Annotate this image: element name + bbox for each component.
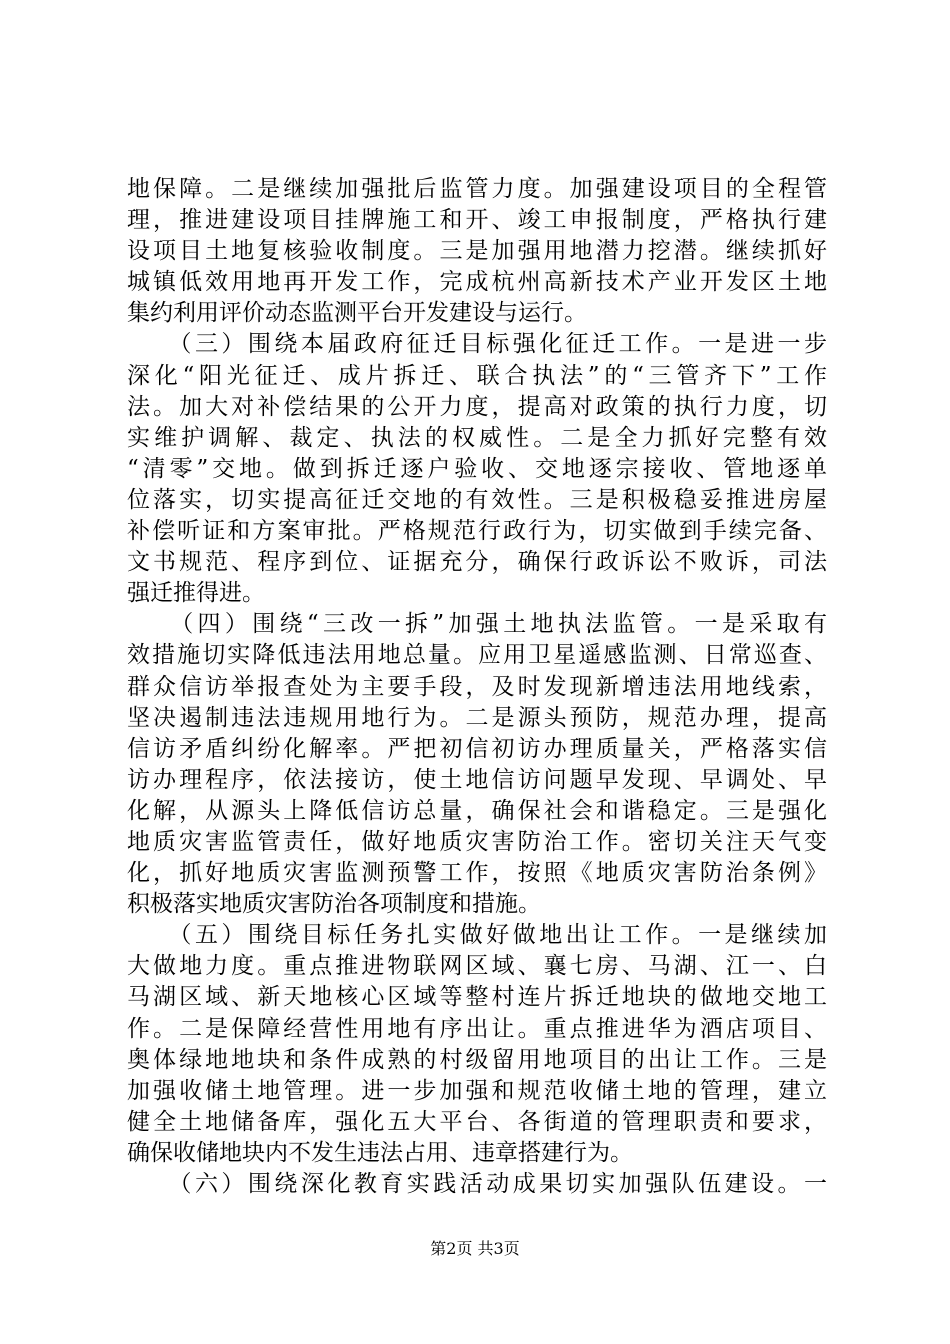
text-line: 群众信访举报查处为主要手段，及时发现新增违法用地线索， xyxy=(127,673,827,700)
text-line: 深化“阳光征迁、成片拆迁、联合执法”的“三管齐下”工作 xyxy=(127,362,827,389)
text-line: 设项目土地复核验收制度。三是加强用地潜力挖潜。继续抓好 xyxy=(127,238,827,265)
text-line: 效措施切实降低违法用地总量。应用卫星遥感监测、日常巡查、 xyxy=(127,642,827,669)
text-line: 访办理程序，依法接访，使土地信访问题早发现、早调处、早 xyxy=(127,766,827,793)
text-line: 信访矛盾纠纷化解率。严把初信初访办理质量关，严格落实信 xyxy=(127,735,827,762)
text-line: 确保收储地块内不发生违法占用、违章搭建行为。 xyxy=(127,1139,633,1166)
text-line: 补偿听证和方案审批。严格规范行政行为，切实做到手续完备、 xyxy=(127,518,827,545)
text-line: 理，推进建设项目挂牌施工和开、竣工申报制度，严格执行建 xyxy=(127,207,827,234)
text-line: 强迁推得进。 xyxy=(127,580,265,607)
text-line: 化，抓好地质灾害监测预警工作，按照《地质灾害防治条例》 xyxy=(127,860,827,887)
text-line: 奥体绿地地块和条件成熟的村级留用地项目的出让工作。三是 xyxy=(127,1046,827,1073)
text-line: “清零”交地。做到拆迁逐户验收、交地逐宗接收、管地逐单 xyxy=(127,455,827,482)
text-line: 实维护调解、裁定、执法的权威性。二是全力抓好完整有效 xyxy=(127,424,827,451)
text-line: 地质灾害监管责任，做好地质灾害防治工作。密切关注天气变 xyxy=(127,828,827,855)
text-line: 大做地力度。重点推进物联网区域、襄七房、马湖、江一、白 xyxy=(127,953,827,980)
text-line: 加强收储土地管理。进一步加强和规范收储土地的管理，建立 xyxy=(127,1077,827,1104)
body-text xyxy=(127,174,827,1200)
text-line: （五）围绕目标任务扎实做好做地出让工作。一是继续加 xyxy=(127,922,827,949)
text-line: 化解，从源头上降低信访总量，确保社会和谐稳定。三是强化 xyxy=(127,797,827,824)
text-line: 作。二是保障经营性用地有序出让。重点推进华为酒店项目、 xyxy=(127,1015,827,1042)
page-footer: 第2页 共3页 xyxy=(430,1239,520,1258)
text-line: 集约利用评价动态监测平台开发建设与运行。 xyxy=(127,300,587,327)
text-line: （三）围绕本届政府征迁目标强化征迁工作。一是进一步 xyxy=(127,331,827,358)
text-line: （四）围绕“三改一拆”加强土地执法监管。一是采取有 xyxy=(127,611,827,638)
text-line: 法。加大对补偿结果的公开力度，提高对政策的执行力度，切 xyxy=(127,393,827,420)
text-line: 健全土地储备库，强化五大平台、各街道的管理职责和要求， xyxy=(127,1108,827,1135)
text-line: 地保障。二是继续加强批后监管力度。加强建设项目的全程管 xyxy=(127,176,827,202)
text-line: 城镇低效用地再开发工作，完成杭州高新技术产业开发区土地 xyxy=(127,269,827,296)
text-line: （六）围绕深化教育实践活动成果切实加强队伍建设。一 xyxy=(127,1171,827,1197)
text-line: 文书规范、程序到位、证据充分，确保行政诉讼不败诉，司法 xyxy=(127,549,827,576)
text-line: 积极落实地质灾害防治各项制度和措施。 xyxy=(127,891,541,918)
text-line: 马湖区域、新天地核心区域等整村连片拆迁地块的做地交地工 xyxy=(127,984,827,1011)
text-line: 位落实，切实提高征迁交地的有效性。三是积极稳妥推进房屋 xyxy=(127,486,827,513)
text-line: 坚决遏制违法违规用地行为。二是源头预防，规范办理，提高 xyxy=(127,704,827,731)
